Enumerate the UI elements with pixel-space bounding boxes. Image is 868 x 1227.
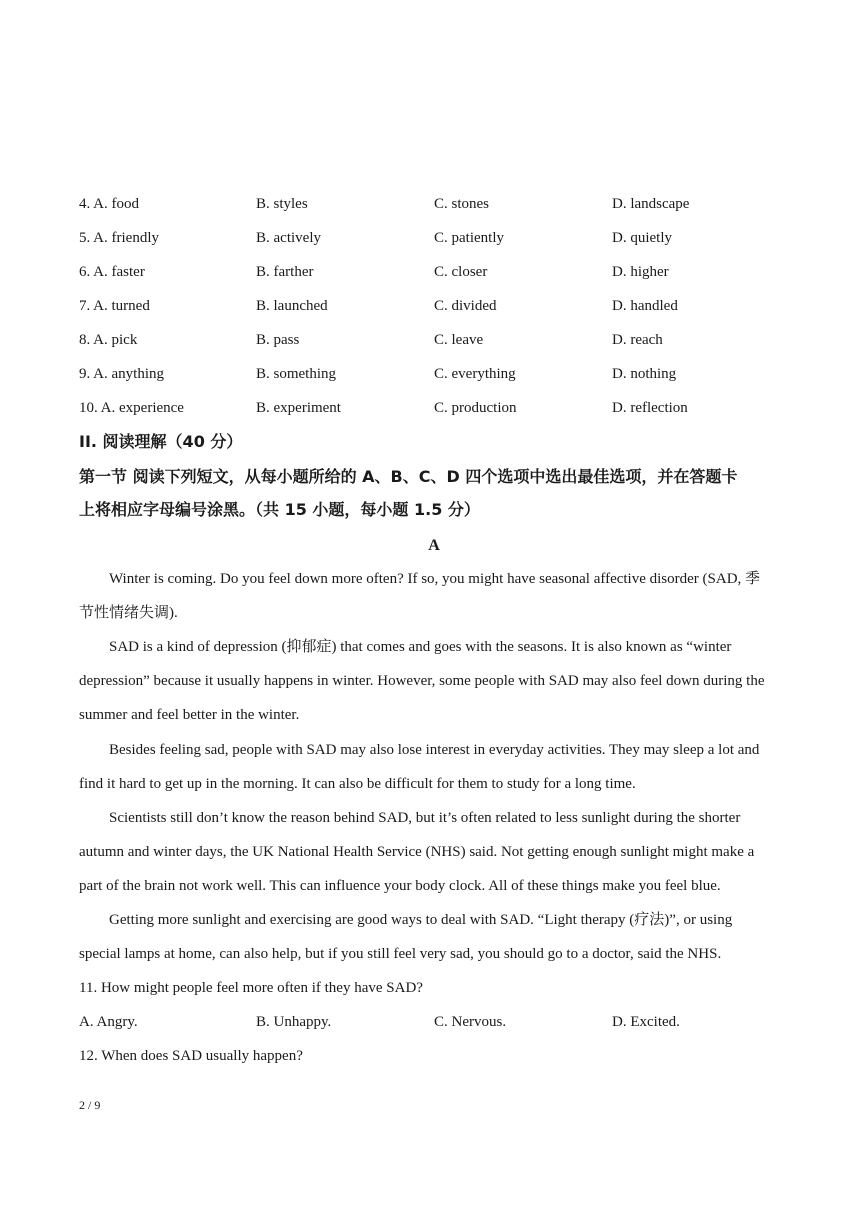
option-6c: C. closer: [434, 264, 488, 280]
passage-line: part of the brain not work well. This can influence your body clock. All of these things make you feel blue.: [79, 878, 721, 894]
option-4c: C. stones: [434, 196, 490, 212]
options-row-5: [79, 226, 799, 250]
passage-line: Besides feeling sad, people with SAD may also lose interest in everyday activities. They may sleep a lot and: [109, 742, 760, 758]
section-instruction-line-1: 第一节 阅读下列短文，从每小题所给的 A、B、C、D 四个选项中选出最佳选项，并在答题卡: [79, 467, 738, 486]
option-4d: D. landscape: [612, 196, 690, 212]
passage-line: Winter is coming. Do you feel down more often? If so, you might have seasonal affective disorder (SAD, 季: [109, 571, 761, 587]
option-11c: C. Nervous.: [434, 1014, 507, 1030]
option-10a: 10. A. experience: [79, 400, 184, 416]
passage-line: special lamps at home, can also help, but if you still feel very sad, you should go to a doctor, said the NHS.: [79, 946, 722, 962]
options-row-10: [79, 396, 799, 420]
option-7a: 7. A. turned: [79, 298, 150, 314]
option-6b: B. farther: [256, 264, 314, 280]
option-5b: B. actively: [256, 230, 321, 246]
passage-line: find it hard to get up in the morning. It can also be difficult for them to study for a long time.: [79, 776, 636, 792]
passage-line: summer and feel better in the winter.: [79, 707, 300, 723]
options-row-6: [79, 260, 799, 284]
passage-line: Scientists still don’t know the reason behind SAD, but it’s often related to less sunlight during the shorter: [109, 810, 741, 826]
option-7b: B. launched: [256, 298, 328, 314]
option-7d: D. handled: [612, 298, 678, 314]
passage-line: depression” because it usually happens in winter. However, some people with SAD may also feel down during the: [79, 673, 765, 689]
passage-line: Getting more sunlight and exercising are good ways to deal with SAD. “Light therapy (疗法)”, or using: [109, 912, 733, 928]
option-7c: C. divided: [434, 298, 497, 314]
options-row-8: [79, 328, 799, 352]
section-instruction-line-2: 上将相应字母编号涂黑。（共 15 小题，每小题 1.5 分）: [79, 500, 480, 519]
option-9d: D. nothing: [612, 366, 677, 382]
option-10c: C. production: [434, 400, 517, 416]
section-title: II. 阅读理解（40 分）: [79, 432, 243, 451]
passage-label: A: [428, 537, 440, 554]
option-11a: A. Angry.: [79, 1014, 138, 1030]
passage-line: autumn and winter days, the UK National Health Service (NHS) said. Not getting enough sunlight might make a: [79, 844, 755, 860]
option-8b: B. pass: [256, 332, 300, 348]
option-4b: B. styles: [256, 196, 308, 212]
question-11-options: [79, 1010, 799, 1034]
option-8d: D. reach: [612, 332, 663, 348]
question-12: 12. When does SAD usually happen?: [79, 1048, 303, 1064]
page-number: 2 / 9: [79, 1098, 101, 1112]
option-6d: D. higher: [612, 264, 669, 280]
option-9b: B. something: [256, 366, 337, 382]
option-11d: D. Excited.: [612, 1014, 680, 1030]
option-5d: D. quietly: [612, 230, 672, 246]
option-5c: C. patiently: [434, 230, 504, 246]
option-11b: B. Unhappy.: [256, 1014, 332, 1030]
option-6a: 6. A. faster: [79, 264, 145, 280]
option-5a: 5. A. friendly: [79, 230, 159, 246]
options-row-4: [79, 192, 799, 216]
option-10b: B. experiment: [256, 400, 341, 416]
options-row-9: [79, 362, 799, 386]
option-8a: 8. A. pick: [79, 332, 138, 348]
option-9c: C. everything: [434, 366, 516, 382]
option-4a: 4. A. food: [79, 196, 139, 212]
passage-line: 节性情绪失调).: [79, 605, 178, 621]
question-11: 11. How might people feel more often if they have SAD?: [79, 980, 423, 996]
passage-line: SAD is a kind of depression (抑郁症) that comes and goes with the seasons. It is also known as “winter: [109, 639, 732, 655]
options-row-7: [79, 294, 799, 318]
option-9a: 9. A. anything: [79, 366, 164, 382]
option-8c: C. leave: [434, 332, 484, 348]
option-10d: D. reflection: [612, 400, 688, 416]
